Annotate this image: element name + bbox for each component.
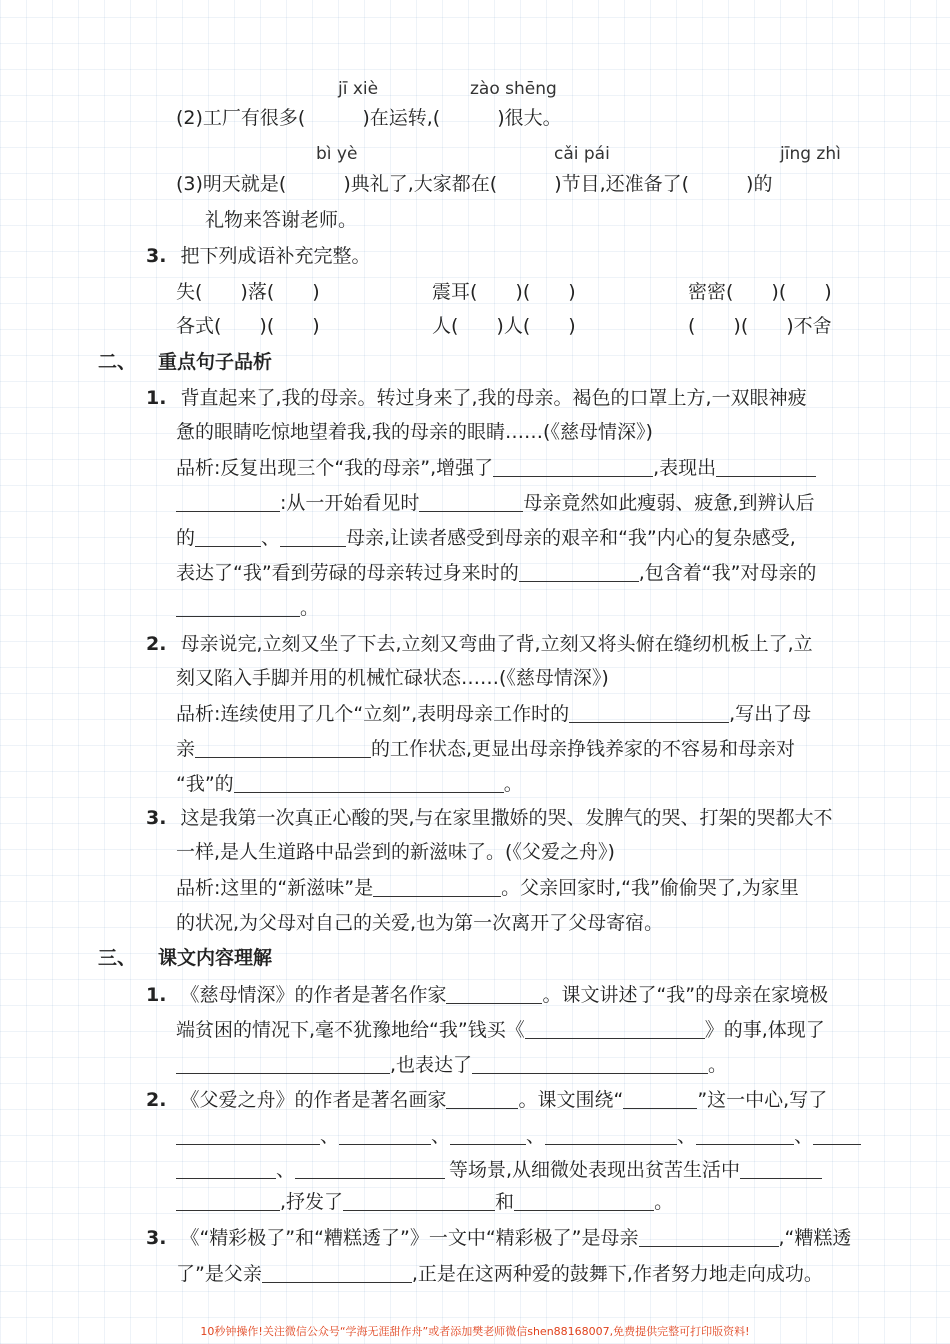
separator: 、 bbox=[431, 1125, 451, 1147]
answer-text: 品析:反复出现三个“我的母亲”,增强了 bbox=[176, 457, 494, 479]
answer-blank[interactable] bbox=[519, 561, 639, 582]
pinyin-zaosheng: zào shēng bbox=[470, 79, 557, 99]
answer-text: 。 bbox=[300, 597, 320, 619]
s2q3-answer-line2: 的状况,为父母对自己的关爱,也为第一次离开了父母寄宿。 bbox=[176, 912, 664, 934]
question-number: 1. bbox=[146, 387, 167, 409]
s3q2-line4 bbox=[176, 1190, 673, 1214]
s2q1-quote-line1 bbox=[146, 386, 807, 410]
idiom-3: 密密( )( ) bbox=[688, 281, 832, 303]
s2q2-answer-line1 bbox=[176, 702, 811, 726]
question-3-line1: (3)明天就是( )典礼了,大家都在( )节目,还准备了( )的 bbox=[176, 173, 773, 195]
s2q2-answer-line2 bbox=[176, 737, 795, 761]
answer-text: ,表现出 bbox=[653, 457, 717, 479]
answer-blank[interactable] bbox=[373, 876, 501, 897]
answer-blank[interactable] bbox=[446, 983, 542, 1004]
question-text: ,抒发了 bbox=[280, 1191, 344, 1213]
answer-text: ,写出了母 bbox=[729, 703, 812, 725]
answer-text: 。 bbox=[503, 773, 523, 795]
question-text: ,也表达了 bbox=[390, 1054, 473, 1076]
answer-text: 的工作状态,更显出母亲挣钱养家的不容易和母亲对 bbox=[371, 738, 796, 760]
question-number: 3. bbox=[146, 807, 167, 829]
s3q2-line2 bbox=[176, 1124, 861, 1148]
pinyin-jixie: jī xiè bbox=[338, 79, 379, 99]
question-number: 2. bbox=[146, 633, 167, 655]
question-text: 《父爱之舟》的作者是著名画家 bbox=[180, 1089, 447, 1111]
pinyin-biye: bì yè bbox=[316, 144, 358, 164]
answer-blank[interactable] bbox=[176, 491, 280, 512]
question-number: 2. bbox=[146, 1089, 167, 1111]
s3q1-line3 bbox=[176, 1053, 727, 1077]
idiom-2: 震耳( )( ) bbox=[432, 281, 576, 303]
question-text: 。课文讲述了“我”的母亲在家境极 bbox=[542, 984, 829, 1006]
quote-text: 背直起来了,我的母亲。转过身来了,我的母亲。褐色的口罩上方,一双眼神疲 bbox=[180, 387, 807, 409]
answer-text: 母亲竟然如此瘦弱、疲惫,到辨认后 bbox=[523, 492, 815, 514]
answer-blank[interactable] bbox=[176, 1124, 320, 1145]
answer-blank[interactable] bbox=[176, 1190, 280, 1211]
answer-text: “我”的 bbox=[176, 773, 234, 795]
question-text: ,正是在这两种爱的鼓舞下,作者努力地走向成功。 bbox=[411, 1263, 823, 1285]
pinyin-jingzhi: jīng zhì bbox=[780, 144, 841, 164]
question-3-line2: 礼物来答谢老师。 bbox=[205, 209, 358, 231]
answer-blank[interactable] bbox=[176, 1158, 276, 1179]
question-number: 1. bbox=[146, 984, 167, 1006]
answer-blank[interactable] bbox=[716, 456, 816, 477]
answer-text: 品析:这里的“新滋味”是 bbox=[176, 877, 374, 899]
answer-blank[interactable] bbox=[339, 1124, 431, 1145]
answer-text: 亲 bbox=[176, 738, 196, 760]
answer-text: 品析:连续使用了几个“立刻”,表明母亲工作时的 bbox=[176, 703, 570, 725]
answer-blank[interactable] bbox=[696, 1124, 794, 1145]
s2q1-answer-line3 bbox=[176, 526, 796, 550]
section-title: 课文内容理解 bbox=[158, 947, 273, 969]
answer-blank[interactable] bbox=[525, 1018, 705, 1039]
s2q1-answer-line4 bbox=[176, 561, 816, 585]
idiom-question-title bbox=[146, 244, 370, 268]
answer-blank[interactable] bbox=[740, 1158, 822, 1179]
answer-blank[interactable] bbox=[472, 1053, 708, 1074]
answer-text: 。父亲回家时,“我”偷偷哭了,为家里 bbox=[501, 877, 799, 899]
s2q3-answer-line1 bbox=[176, 876, 799, 900]
question-number: 3. bbox=[146, 1227, 167, 1249]
answer-blank[interactable] bbox=[419, 491, 523, 512]
s2q2-quote-line1 bbox=[146, 632, 813, 656]
answer-blank[interactable] bbox=[234, 772, 504, 793]
question-text: 了”是父亲 bbox=[176, 1263, 262, 1285]
s3q3-line2 bbox=[176, 1262, 823, 1286]
answer-blank[interactable] bbox=[195, 526, 261, 547]
question-text: 端贫困的情况下,毫不犹豫地给“我”钱买《 bbox=[176, 1019, 525, 1041]
separator: 、 bbox=[794, 1125, 814, 1147]
answer-text: :从一开始看见时 bbox=[280, 492, 420, 514]
s3q1-line1 bbox=[146, 983, 828, 1007]
answer-blank[interactable] bbox=[295, 1158, 445, 1179]
separator: 、 bbox=[526, 1125, 546, 1147]
quote-text: 母亲说完,立刻又坐了下去,立刻又弯曲了背,立刻又将头俯在缝纫机板上了,立 bbox=[180, 633, 813, 655]
separator: 、 bbox=[677, 1125, 697, 1147]
answer-blank[interactable] bbox=[639, 1226, 779, 1247]
s2q1-quote-line2: 惫的眼睛吃惊地望着我,我的母亲的眼睛……(《慈母情深》) bbox=[176, 421, 653, 443]
section-2-heading bbox=[98, 350, 272, 374]
answer-blank[interactable] bbox=[450, 1124, 526, 1145]
s2q3-quote-line2: 一样,是人生道路中品尝到的新滋味了。(《父爱之舟》) bbox=[176, 841, 615, 863]
answer-blank[interactable] bbox=[569, 702, 729, 723]
question-text: 等场景,从细微处表现出贫苦生活中 bbox=[449, 1159, 741, 1181]
question-2-line: (2)工厂有很多( )在运转,( )很大。 bbox=[176, 107, 562, 129]
question-number: 3. bbox=[146, 245, 167, 267]
section-number: 二、 bbox=[98, 351, 137, 373]
s3q1-line2 bbox=[176, 1018, 825, 1042]
idiom-5: 人( )人( ) bbox=[432, 315, 576, 337]
question-text: 。 bbox=[654, 1191, 674, 1213]
section-3-heading bbox=[98, 946, 272, 970]
answer-blank[interactable] bbox=[176, 596, 300, 617]
answer-text: ,包含着“我”对母亲的 bbox=[638, 562, 817, 584]
s2q2-answer-line3 bbox=[176, 772, 523, 796]
question-text: 》的事,体现了 bbox=[704, 1019, 825, 1041]
s2q3-quote-line1 bbox=[146, 806, 833, 830]
quote-text: 这是我第一次真正心酸的哭,与在家里撒娇的哭、发脾气的哭、打架的哭都大不 bbox=[180, 807, 833, 829]
answer-blank[interactable] bbox=[446, 1088, 518, 1109]
answer-blank[interactable] bbox=[623, 1088, 697, 1109]
separator: 、 bbox=[276, 1159, 296, 1181]
s3q2-line1 bbox=[146, 1088, 827, 1112]
idiom-1: 失( )落( ) bbox=[176, 281, 320, 303]
idiom-instruction: 把下列成语补充完整。 bbox=[180, 245, 371, 267]
footer-promo-text: 10秒钟操作!关注微信公众号“学海无涯甜作舟”或者添加樊老师微信shen88168007,免费提供完整可打印版资料! bbox=[200, 1325, 750, 1338]
answer-text: 、 bbox=[261, 527, 281, 549]
answer-blank[interactable] bbox=[176, 1053, 390, 1074]
answer-blank[interactable] bbox=[262, 1262, 412, 1283]
answer-blank[interactable] bbox=[545, 1124, 677, 1145]
s2q2-quote-line2: 刻又陷入手脚并用的机械忙碌状态……(《慈母情深》) bbox=[176, 667, 609, 689]
question-text: 和 bbox=[495, 1191, 515, 1213]
answer-blank[interactable] bbox=[813, 1124, 861, 1145]
question-text: 。 bbox=[708, 1054, 728, 1076]
separator: 、 bbox=[320, 1125, 340, 1147]
question-text: 。课文围绕“ bbox=[518, 1089, 624, 1111]
answer-blank[interactable] bbox=[514, 1190, 654, 1211]
question-text: 《慈母情深》的作者是著名作家 bbox=[180, 984, 447, 1006]
s3q3-line1 bbox=[146, 1226, 851, 1250]
answer-blank[interactable] bbox=[493, 456, 653, 477]
s3q2-line3 bbox=[176, 1158, 822, 1182]
section-number: 三、 bbox=[98, 947, 137, 969]
idiom-6: ( )( )不舍 bbox=[688, 315, 832, 337]
answer-blank[interactable] bbox=[195, 737, 371, 758]
pinyin-caipai: cǎi pái bbox=[554, 144, 610, 164]
question-text: ,“糟糕透 bbox=[778, 1227, 852, 1249]
question-text: ”这一中心,写了 bbox=[697, 1089, 828, 1111]
answer-blank[interactable] bbox=[280, 526, 346, 547]
answer-text: 表达了“我”看到劳碌的母亲转过身来时的 bbox=[176, 562, 519, 584]
s2q1-answer-line1 bbox=[176, 456, 816, 480]
question-text: 《“精彩极了”和“糟糕透了”》一文中“精彩极了”是母亲 bbox=[180, 1227, 639, 1249]
idiom-4: 各式( )( ) bbox=[176, 315, 320, 337]
answer-text: 母亲,让读者感受到母亲的艰辛和“我”内心的复杂感受, bbox=[346, 527, 796, 549]
answer-blank[interactable] bbox=[343, 1190, 495, 1211]
answer-text: 的 bbox=[176, 527, 196, 549]
s2q1-answer-line2 bbox=[176, 491, 814, 515]
section-title: 重点句子品析 bbox=[158, 351, 273, 373]
s2q1-answer-line5 bbox=[176, 596, 319, 620]
